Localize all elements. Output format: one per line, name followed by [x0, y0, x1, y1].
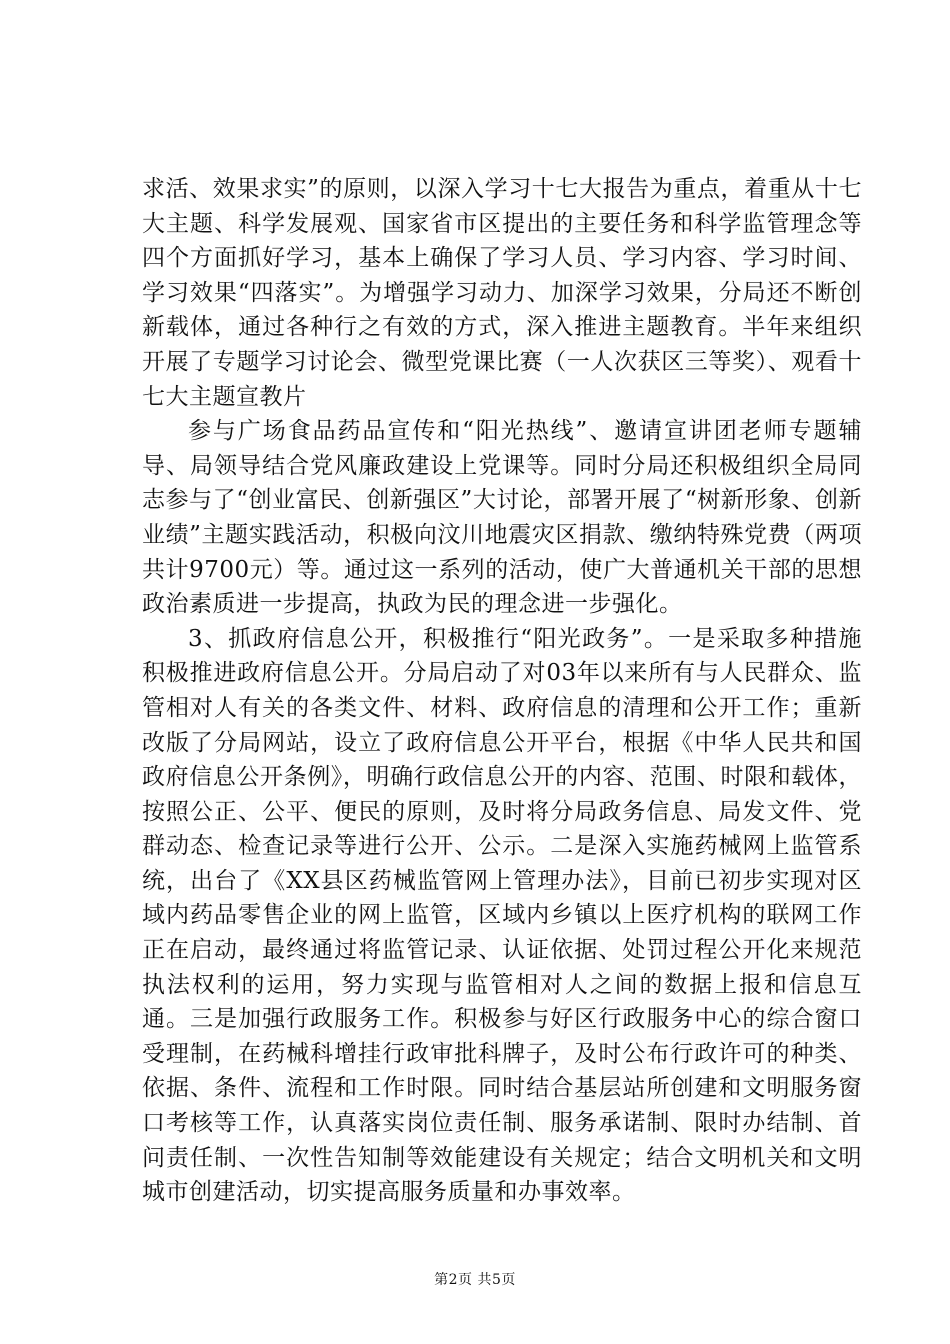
- page-footer: [0, 1270, 950, 1290]
- page-number: 第2页 共5页: [434, 1272, 516, 1288]
- paragraph-activities: 参与广场食品药品宣传和“阳光热线”、邀请宣讲团老师专题辅导、局领导结合党风廉政建设上党课等。同时分局还积极组织全局同志参与了“创业富民、创新强区”大讨论，部署开展了“树新形象、创新业绩”主题实践活动，积极向汶川地震灾区捐款、缴纳特殊党费（两项共计9700元）等。通过这一系列的活动，使广大普通机关干部的思想政治素质进一步提高，执政为民的理念进一步强化。: [142, 418, 862, 618]
- paragraph-continuation: 求活、效果求实”的原则，以深入学习十七大报告为重点，着重从十七大主题、科学发展观、国家省市区提出的主要任务和科学监管理念等四个方面抓好学习，基本上确保了学习人员、学习内容、学习时间、学习效果“四落实”。为增强学习动力、加深学习效果，分局还不断创新载体，通过各种行之有效的方式，深入推进主题教育。半年来组织开展了专题学习讨论会、微型党课比赛（一人次获区三等奖）、观看十七大主题宣教片: [142, 176, 862, 410]
- document-body: [142, 172, 862, 1210]
- paragraph-section-3: 3、抓政府信息公开，积极推行“阳光政务”。一是采取多种措施积极推进政府信息公开。分局启动了对03年以来所有与人民群众、监管相对人有关的各类文件、材料、政府信息的清理和公开工作；重新改版了分局网站，设立了政府信息公开平台，根据《中华人民共和国政府信息公开条例》，明确行政信息公开的内容、范围、时限和载体，按照公正、公平、便民的原则，及时将分局政务信息、局发文件、党群动态、检查记录等进行公开、公示。二是深入实施药械网上监管系统，出台了《XX县区药械监管网上管理办法》，目前已初步实现对区域内药品零售企业的网上监管，区域内乡镇以上医疗机构的联网工作正在启动，最终通过将监管记录、认证依据、处罚过程公开化来规范执法权利的运用，努力实现与监管相对人之间的数据上报和信息互通。三是加强行政服务工作。积极参与好区行政服务中心的综合窗口受理制，在药械科增挂行政审批科牌子，及时公布行政许可的种类、依据、条件、流程和工作时限。同时结合基层站所创建和文明服务窗口考核等工作，认真落实岗位责任制、服务承诺制、限时办结制、首问责任制、一次性告知制等效能建设有关规定；结合文明机关和文明城市创建活动，切实提高服务质量和办事效率。: [142, 625, 862, 1206]
